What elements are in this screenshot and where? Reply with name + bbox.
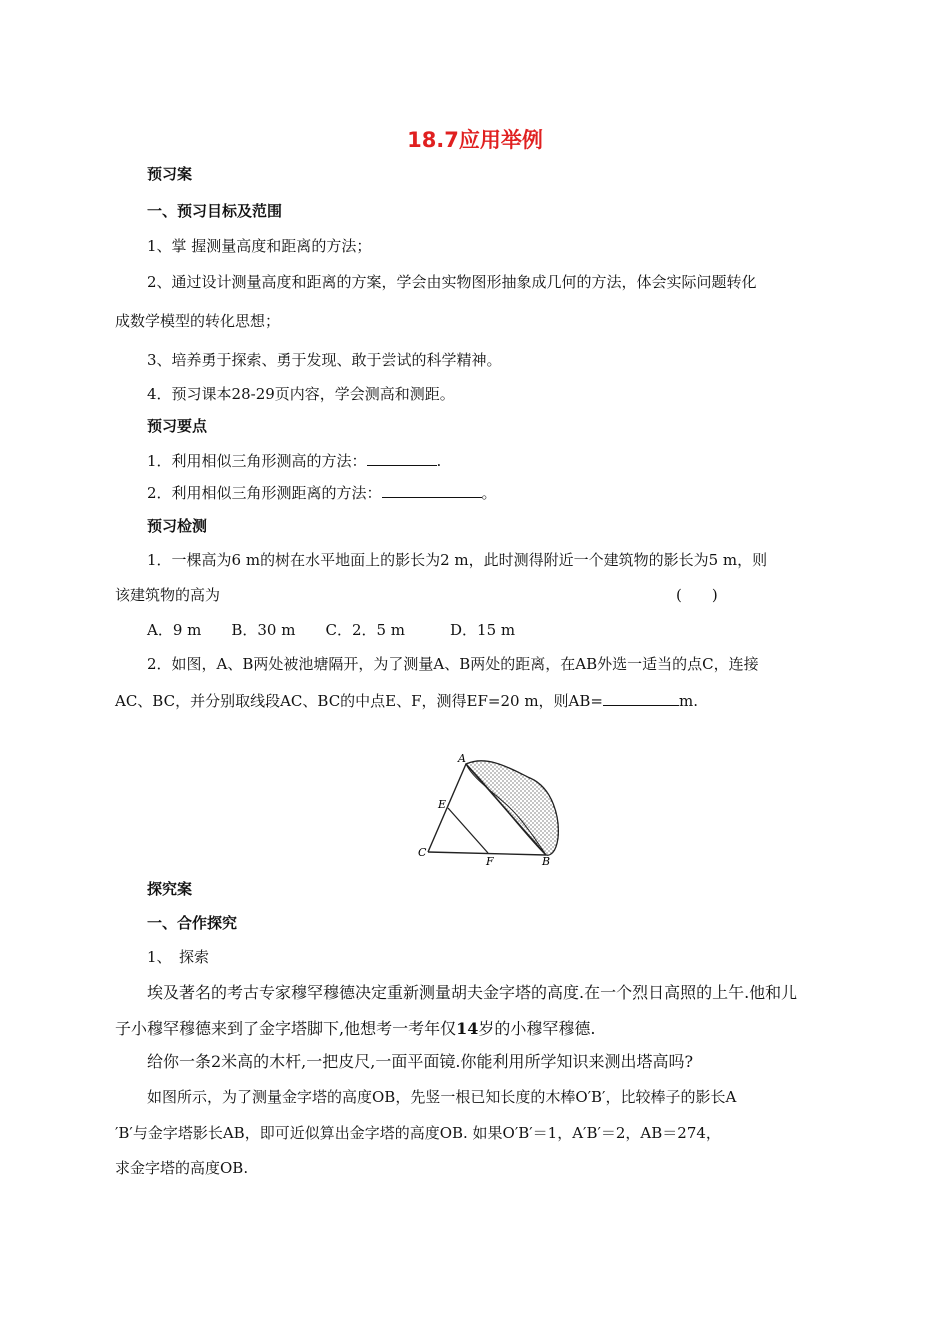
pond-shape bbox=[466, 761, 558, 855]
question-2-line-1: 2．如图，A、B两处被池塘隔开，为了测量A、B两处的距离，在AB外选一适当的点C，连接 bbox=[147, 655, 759, 673]
pond-triangle-figure bbox=[418, 748, 566, 866]
explore-paragraph-3-line-2: ′B′与金字塔影长AB，即可近似算出金字塔的高度OB. 如果O′B′＝1，A′B′＝2，AB＝274， bbox=[115, 1124, 721, 1142]
preview-goals-heading: 一、预习目标及范围 bbox=[147, 202, 283, 220]
test-heading: 预习检测 bbox=[147, 517, 208, 535]
label-a: A bbox=[458, 752, 466, 765]
explore-paragraph-2: 给你一条2米高的木杆,一把皮尺,一面平面镜.你能利用所学知识来测出塔高吗? bbox=[147, 1052, 694, 1071]
explore-heading: 探究案 bbox=[147, 880, 193, 898]
keypoint-1 bbox=[147, 451, 441, 471]
keypoint-2-text: 2．利用相似三角形测距离的方法： bbox=[147, 484, 382, 502]
keypoint-1-text: 1．利用相似三角形测高的方法： bbox=[147, 452, 367, 470]
question-2-text: AC、BC，并分别取线段AC、BC的中点E、F，测得EF=20 m，则AB= bbox=[115, 692, 603, 710]
question-2-line-2 bbox=[115, 691, 698, 711]
goal-2-line-1: 2、通过设计测量高度和距离的方案，学会由实物图形抽象成几何的方法，体会实际问题转化 bbox=[147, 273, 757, 291]
keypoint-1-blank[interactable] bbox=[367, 451, 437, 466]
explore-paragraph-1-line-2 bbox=[115, 1019, 595, 1039]
explore-section-heading: 一、合作探究 bbox=[147, 914, 238, 932]
segment-ef bbox=[448, 808, 488, 853]
goal-1: 1、掌 握测量高度和距离的方法； bbox=[147, 237, 372, 255]
page-title: 18.7应用举例 bbox=[407, 128, 543, 152]
label-b: B bbox=[542, 855, 551, 866]
question-1-line-1: 1．一棵高为6 m的树在水平地面上的影长为2 m，此时测得附近一个建筑物的影长为5 m，则 bbox=[147, 551, 768, 569]
explore-p1-post: 岁的小穆罕穆德. bbox=[478, 1019, 596, 1038]
explore-item-1: 1、 探索 bbox=[147, 948, 210, 966]
keypoint-2-blank[interactable] bbox=[382, 483, 482, 498]
question-2-blank[interactable] bbox=[603, 691, 679, 706]
goal-3: 3、培养勇于探索、勇于发现、敢于尝试的科学精神。 bbox=[147, 351, 502, 369]
question-1-answer-paren: ( ) bbox=[676, 586, 718, 604]
explore-paragraph-3-line-1: 如图所示，为了测量金字塔的高度OB，先竖一根已知长度的木棒O′B′，比较棒子的影长A bbox=[147, 1088, 737, 1106]
keypoint-1-end: . bbox=[436, 452, 442, 470]
preview-heading: 预习案 bbox=[147, 165, 193, 183]
question-1-line-2: 该建筑物的高为 bbox=[115, 586, 221, 604]
explore-paragraph-1-line-1: 埃及著名的考古专家穆罕穆德决定重新测量胡夫金字塔的高度.在一个烈日高照的上午.他和儿 bbox=[147, 983, 798, 1002]
label-e: E bbox=[438, 798, 447, 811]
goal-2-line-2: 成数学模型的转化思想； bbox=[115, 312, 281, 330]
question-2-end: m. bbox=[678, 692, 698, 710]
question-1-options: A．9 m B．30 m C．2．5 m D．15 m bbox=[147, 621, 516, 639]
explore-paragraph-3-line-3: 求金字塔的高度OB. bbox=[115, 1159, 249, 1177]
side-ac bbox=[428, 764, 466, 852]
label-f: F bbox=[486, 855, 494, 866]
keypoint-2 bbox=[147, 483, 497, 503]
keypoints-heading: 预习要点 bbox=[147, 417, 208, 435]
goal-4: 4．预习课本28-29页内容，学会测高和测距。 bbox=[147, 385, 455, 403]
explore-p1-age: 14 bbox=[456, 1019, 479, 1038]
explore-p1-pre: 子小穆罕穆德来到了金字塔脚下,他想考一考年仅 bbox=[115, 1019, 457, 1038]
label-c: C bbox=[418, 846, 427, 859]
keypoint-2-end: 。 bbox=[481, 484, 497, 502]
